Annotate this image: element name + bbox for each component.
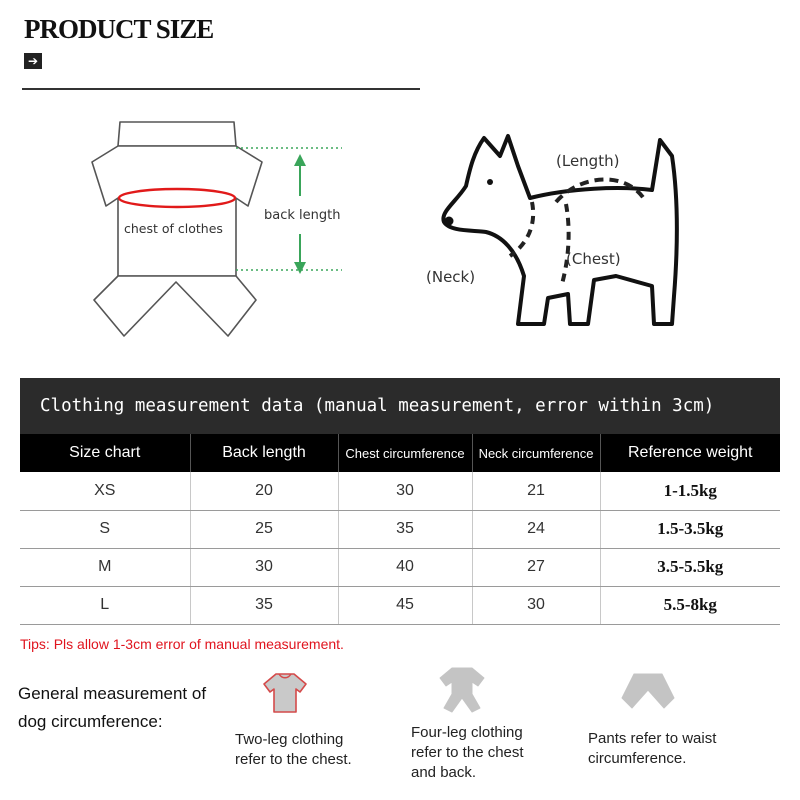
size-cell: M	[20, 548, 190, 586]
chest-cell: 40	[338, 548, 472, 586]
pants-caption: Pants refer to waist circumference.	[588, 730, 717, 767]
neck-cell: 21	[472, 472, 600, 510]
chest-label: (Chest)	[566, 250, 621, 268]
header-size-chart: Size chart	[20, 434, 190, 472]
neck-cell: 24	[472, 510, 600, 548]
page-title: PRODUCT SIZE	[24, 14, 214, 44]
size-cell: XS	[20, 472, 190, 510]
measurement-banner: Clothing measurement data (manual measurement, error within 3cm)	[20, 378, 780, 434]
size-table	[20, 434, 780, 625]
back-length-cell: 30	[190, 548, 338, 586]
two-leg-shirt-icon	[262, 670, 308, 716]
table-row	[20, 472, 780, 510]
length-label: (Length)	[556, 152, 620, 170]
size-cell: S	[20, 510, 190, 548]
general-title-line1: General measurement of	[18, 684, 207, 703]
back-length-label: back length	[264, 208, 341, 223]
neck-cell: 27	[472, 548, 600, 586]
chest-cell: 35	[338, 510, 472, 548]
weight-cell: 5.5-8kg	[600, 586, 780, 624]
weight-cell: 1.5-3.5kg	[600, 510, 780, 548]
pants-icon	[620, 672, 676, 712]
arrow-right-icon: ➔	[24, 53, 42, 69]
table-row	[20, 548, 780, 586]
neck-label: (Neck)	[426, 268, 476, 286]
general-title-line2: dog circumference:	[18, 712, 163, 731]
title-divider	[22, 88, 420, 90]
header-back-length: Back length	[190, 434, 338, 472]
general-measurement-title	[18, 680, 228, 736]
neck-cell: 30	[472, 586, 600, 624]
chest-cell: 30	[338, 472, 472, 510]
back-length-cell: 25	[190, 510, 338, 548]
four-leg-caption: Four-leg clothing refer to the chest and back.	[411, 724, 524, 781]
table-row	[20, 586, 780, 624]
table-row	[20, 510, 780, 548]
chest-of-clothes-label: chest of clothes	[124, 221, 223, 236]
dog-measurement-diagram	[420, 126, 710, 336]
header-reference-weight: Reference weight	[600, 434, 780, 472]
table-header-row	[20, 434, 780, 472]
header-neck-circumference: Neck circumference	[472, 434, 600, 472]
chest-cell: 45	[338, 586, 472, 624]
back-length-cell: 20	[190, 472, 338, 510]
clothes-measurement-diagram	[84, 116, 354, 346]
header-chest-circumference: Chest circumference	[338, 434, 472, 472]
tips-note: Tips: Pls allow 1-3cm error of manual measurement.	[20, 636, 344, 652]
two-leg-caption: Two-leg clothing refer to the chest.	[235, 731, 352, 768]
weight-cell: 1-1.5kg	[600, 472, 780, 510]
weight-cell: 3.5-5.5kg	[600, 548, 780, 586]
size-cell: L	[20, 586, 190, 624]
back-length-cell: 35	[190, 586, 338, 624]
four-leg-suit-icon	[436, 664, 488, 716]
